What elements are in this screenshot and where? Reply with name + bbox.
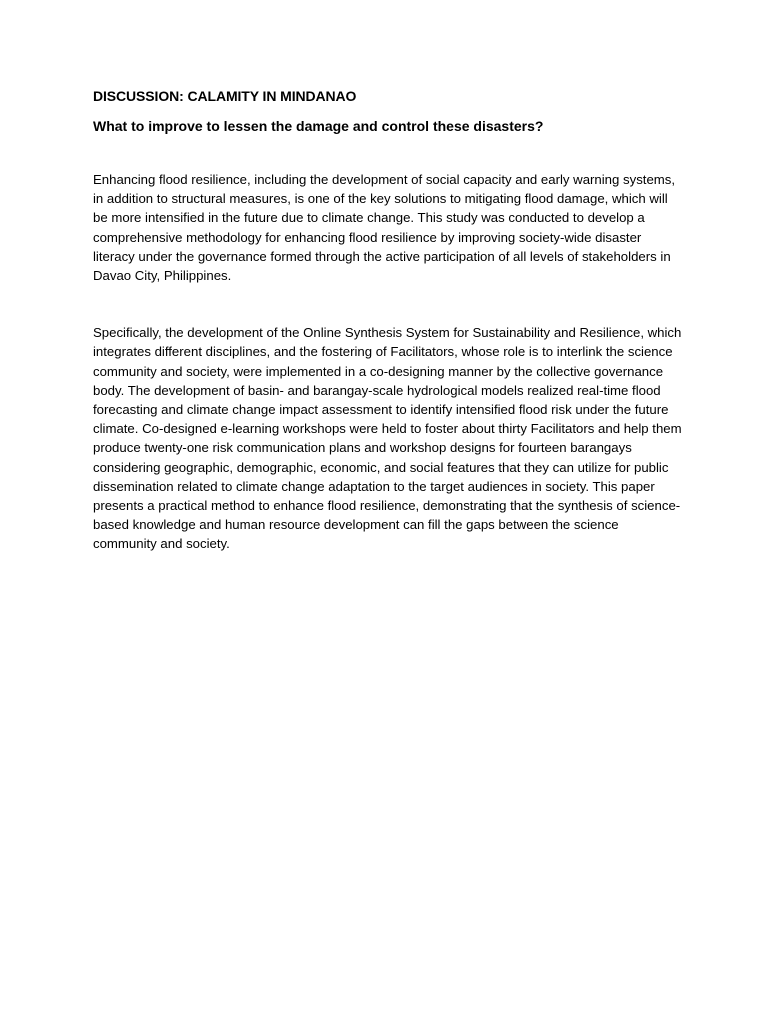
paragraph-2: Specifically, the development of the Online Synthesis System for Sustainability and Resilience, which integrates different disciplines, and the fostering of Facilitators, whose role is to interlink the science community and society, were implemented in a co-designing manner by the collective governance body. The development of basin- and barangay-scale hydrological models realized real-time flood forecasting and climate change impact assessment to identify intensified flood risk under the future climate. Co-designed e-learning workshops were held to foster about thirty Facilitators and help them produce twenty-one risk communication plans and workshop designs for fourteen barangays considering geographic, demographic, economic, and social features that they can utilize for public dissemination related to climate change adaptation to the target audiences in society. This paper presents a practical method to enhance flood resilience, demonstrating that the synthesis of science-based knowledge and human resource development can fill the gaps between the science community and society. <box>93 325 682 552</box>
document-heading: DISCUSSION: CALAMITY IN MINDANAO <box>93 88 357 104</box>
document-body <box>93 86 683 554</box>
paragraph-1: Enhancing flood resilience, including the development of social capacity and early warning systems, in addition to structural measures, is one of the key solutions to mitigating flood damage, which will be more intensified in the future due to climate change. This study was conducted to develop a comprehensive methodology for enhancing flood resilience by improving society-wide disaster literacy under the governance formed through the active participation of all levels of stakeholders in Davao City, Philippines. <box>93 172 676 284</box>
discussion-question: What to improve to lessen the damage and control these disasters? <box>93 118 544 134</box>
